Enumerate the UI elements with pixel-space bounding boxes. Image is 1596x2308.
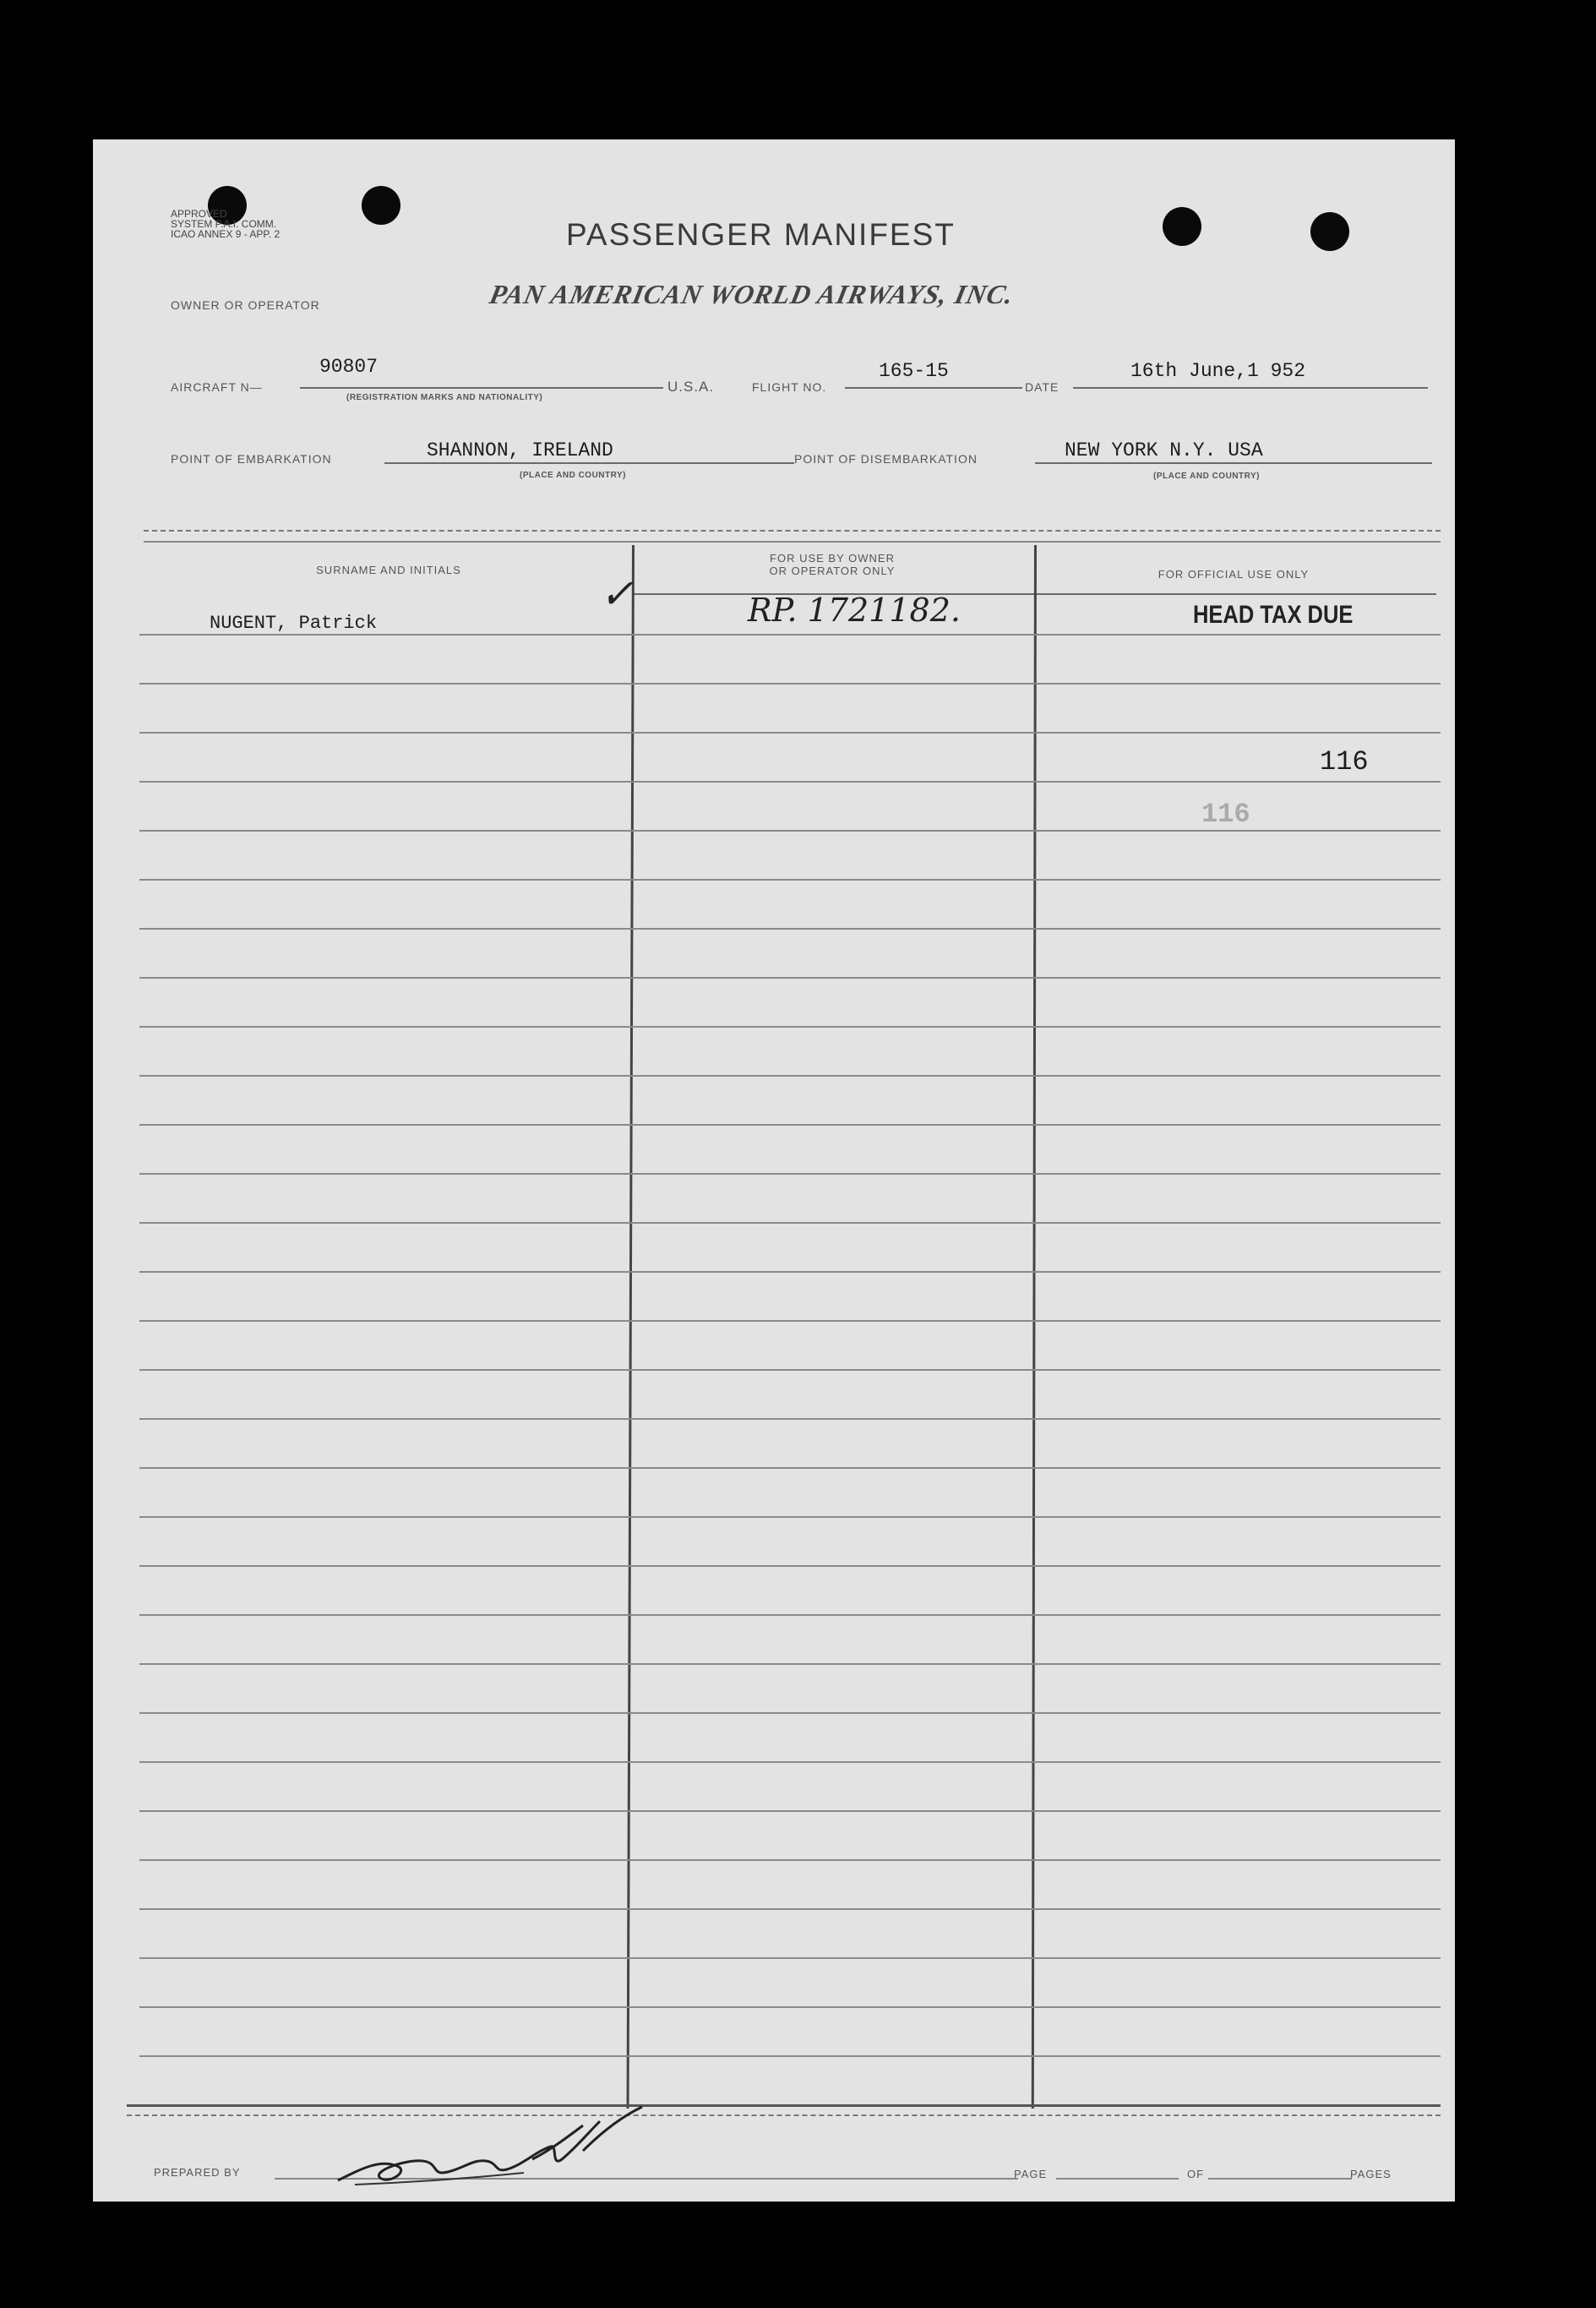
of-underline [1208, 2178, 1352, 2180]
column-header-owner-line: FOR USE BY OWNER [770, 552, 895, 565]
table-row-rule [139, 2006, 1441, 2008]
aircraft-label: AIRCRAFT N— [171, 380, 263, 394]
owner-note: RP. 1721182. [748, 592, 961, 629]
manifest-sheet [93, 139, 1455, 2202]
table-row-rule [139, 1124, 1441, 1126]
table-row-rule [139, 1369, 1441, 1371]
column-header-surname: SURNAME AND INITIALS [316, 564, 461, 576]
column-header-owner-line: OR OPERATOR ONLY [769, 565, 896, 577]
table-row-rule [139, 879, 1441, 881]
punch-hole [1310, 212, 1349, 251]
table-row-rule [139, 1810, 1441, 1812]
column-header-official: FOR OFFICIAL USE ONLY [1158, 568, 1310, 581]
embarkation-sublabel: (PLACE AND COUNTRY) [520, 471, 626, 480]
approval-line: ICAO ANNEX 9 - APP. 2 [171, 228, 281, 240]
table-row-rule [139, 1026, 1441, 1028]
table-row-rule [139, 683, 1441, 685]
approval-line: APPROVED [171, 208, 227, 220]
table-row-rule [139, 1761, 1441, 1763]
of-label: OF [1187, 2168, 1205, 2180]
embarkation-value: SHANNON, IRELAND [427, 439, 613, 461]
table-row-rule [139, 1859, 1441, 1861]
table-row-rule [139, 1075, 1441, 1077]
embarkation-underline [384, 462, 794, 464]
table-row-rule [139, 1663, 1441, 1665]
footer-rule-2 [127, 2114, 1441, 2116]
table-row-rule [139, 1173, 1441, 1175]
footer-rule [127, 2104, 1441, 2107]
owner-value: PAN AMERICAN WORLD AIRWAYS, INC. [487, 279, 1017, 309]
prepared-by-label: PREPARED BY [154, 2166, 241, 2179]
table-row-rule [139, 634, 1441, 636]
column-divider [1032, 545, 1037, 2109]
table-row-rule [139, 1320, 1441, 1322]
page-underline [1056, 2178, 1179, 2180]
date-label: DATE [1025, 380, 1059, 394]
punch-hole [362, 186, 400, 225]
country-label: U.S.A. [667, 379, 715, 395]
punch-hole [1163, 207, 1201, 246]
disembarkation-underline [1035, 462, 1432, 464]
signature [330, 2100, 651, 2193]
page-label: PAGE [1014, 2168, 1048, 2180]
table-row-rule [139, 1565, 1441, 1567]
table-row-rule [139, 2055, 1441, 2057]
table-row-rule [139, 830, 1441, 832]
pages-label: PAGES [1350, 2168, 1392, 2180]
official-number: 116 [1320, 746, 1369, 778]
date-value: 16th June,1 952 [1130, 360, 1306, 382]
aircraft-underline [300, 387, 663, 389]
official-note: HEAD TAX DUE [1193, 601, 1354, 629]
check-mark: ✓ [600, 570, 635, 618]
table-row-rule [139, 1712, 1441, 1714]
flight-underline [845, 387, 1022, 389]
table-row-rule [139, 1908, 1441, 1910]
flight-value: 165-15 [879, 360, 949, 382]
approval-note [171, 209, 280, 239]
aircraft-value: 90807 [319, 356, 379, 378]
embarkation-label: POINT OF EMBARKATION [171, 452, 332, 466]
aircraft-sublabel: (REGISTRATION MARKS AND NATIONALITY) [346, 393, 543, 402]
table-row-rule [139, 977, 1441, 979]
table-top-rule [144, 530, 1441, 532]
disembarkation-sublabel: (PLACE AND COUNTRY) [1153, 472, 1260, 481]
date-underline [1073, 387, 1428, 389]
official-number-faded: 116 [1201, 799, 1250, 830]
table-row-rule [139, 781, 1441, 783]
column-divider [627, 545, 635, 2109]
approval-line: SYSTEM P.A.I. COMM. [171, 218, 277, 230]
disembarkation-label: POINT OF DISEMBARKATION [794, 452, 978, 466]
table-row-rule [139, 1614, 1441, 1616]
table-row-rule [139, 1418, 1441, 1420]
table-row-rule [139, 1222, 1441, 1224]
table-row-rule [139, 1957, 1441, 1959]
flight-label: FLIGHT NO. [752, 380, 827, 394]
table-row-rule [139, 1467, 1441, 1469]
table-row-rule [139, 1516, 1441, 1518]
form-title: PASSENGER MANIFEST [566, 217, 956, 252]
column-header-owner [634, 552, 1031, 577]
table-row-rule [139, 732, 1441, 734]
table-top-rule-2 [144, 541, 1441, 543]
owner-label: OWNER OR OPERATOR [171, 298, 320, 312]
disembarkation-value: NEW YORK N.Y. USA [1065, 439, 1263, 461]
table-row-rule [139, 1271, 1441, 1273]
passenger-name: NUGENT, Patrick [210, 613, 378, 634]
table-row-rule [139, 928, 1441, 930]
